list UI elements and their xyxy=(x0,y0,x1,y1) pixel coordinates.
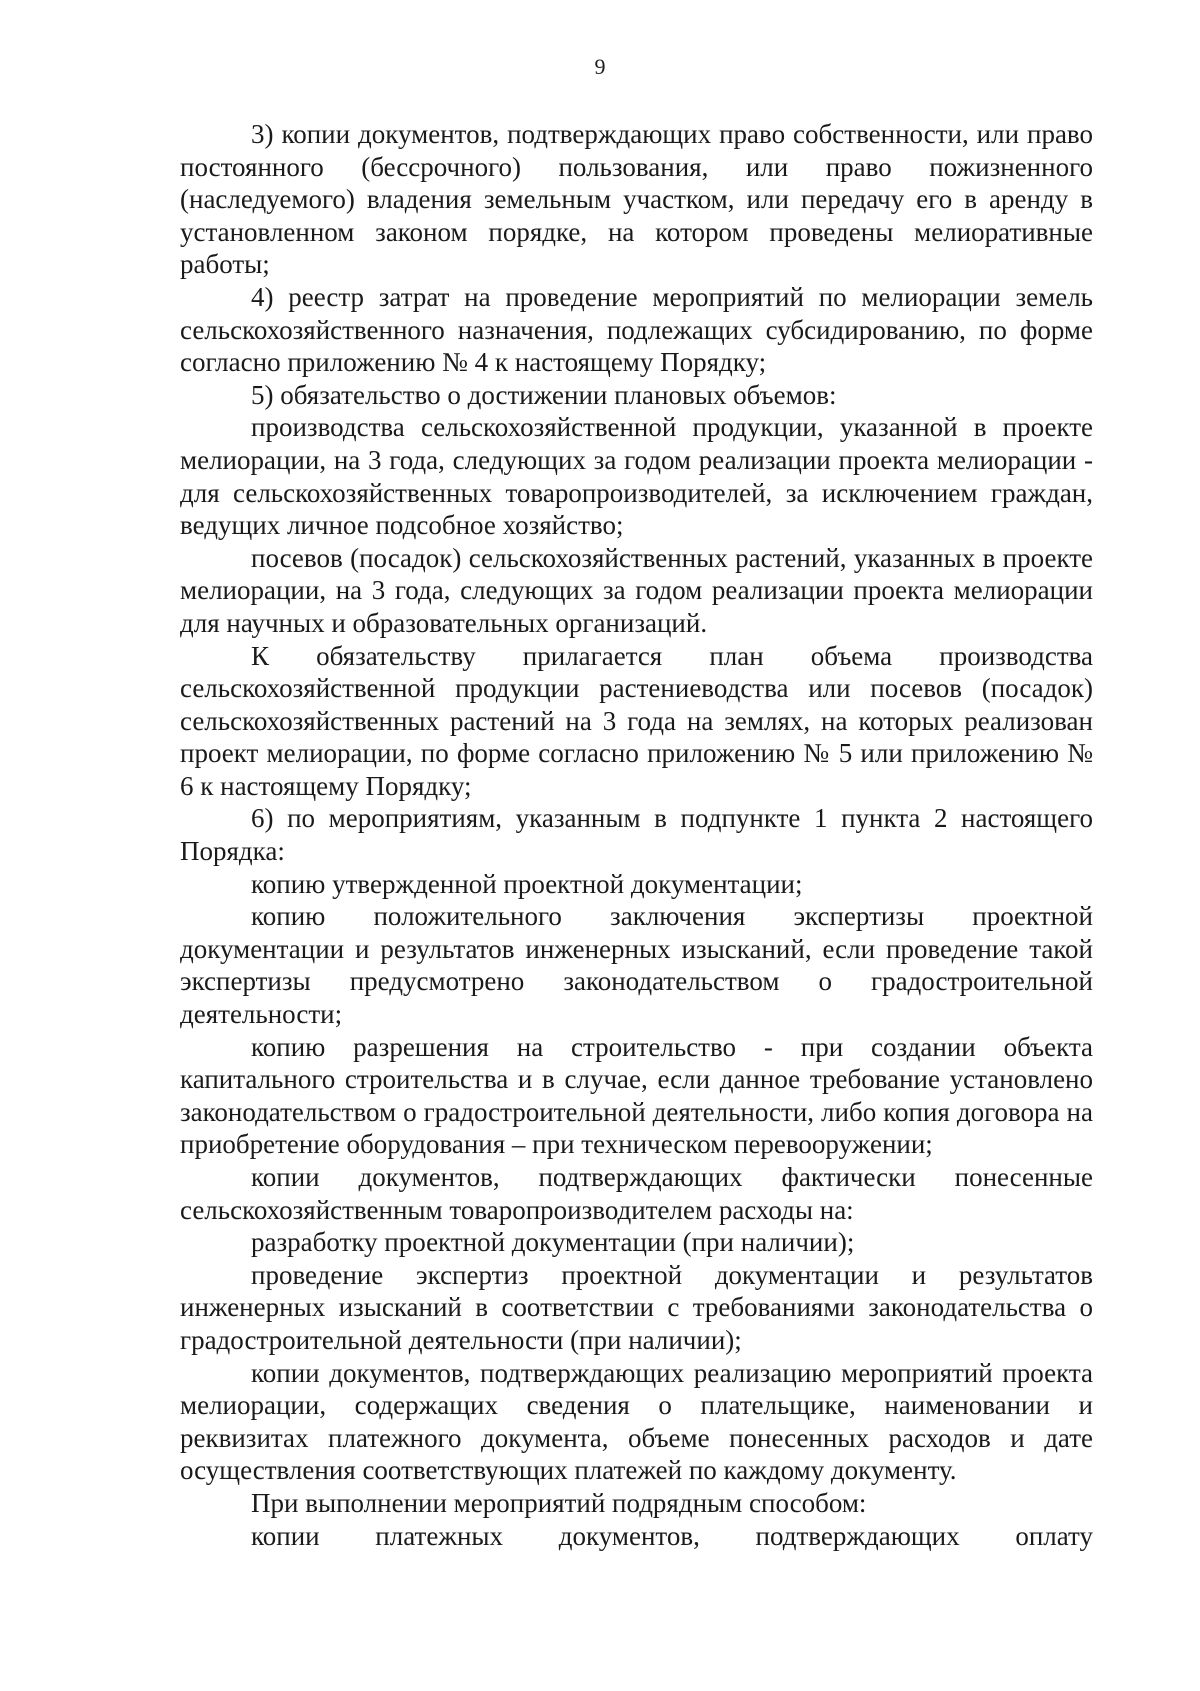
paragraph-implementation-documents: копии документов, подтверждающих реализацию мероприятий проекта мелиорации, содержащих сведения о плательщике, наименовании и реквизитах платежного документа, объеме понесенных расходов и дате осуществления соответствующих платежей по каждому документу. xyxy=(180,1357,1093,1486)
page-number: 9 xyxy=(594,54,606,79)
paragraph-expertise-conduct: проведение экспертиз проектной документации и результатов инженерных изысканий в соответствии с требованиями законодательства о градостроительной деятельности (при наличии); xyxy=(180,1259,1093,1355)
paragraph-crop-plantings: посевов (посадок) сельскохозяйственных растений, указанных в проекте мелиорации, на 3 года, следующих за годом реализации проекта мелиорации для научных и образовательных организаций. xyxy=(180,542,1093,638)
paragraph-item-5: 5) обязательство о достижении плановых объемов: xyxy=(251,379,837,410)
paragraph-project-docs-copy: копию утвержденной проектной документации; xyxy=(251,868,803,899)
paragraph-item-6: 6) по мероприятиям, указанным в подпункте 1 пункта 2 настоящего Порядка: xyxy=(180,803,1093,867)
paragraph-expertise-conclusion: копию положительного заключения экспертизы проектной документации и результатов инженерных изысканий, если проведение такой экспертизы предусмотрено законодательством о градостроительной деятельности; xyxy=(180,901,1093,1030)
paragraph-design-development: разработку проектной документации (при наличии); xyxy=(251,1227,855,1258)
paragraph-construction-permit: копию разрешения на строительство - при создании объекта капитального строительства и в случае, если данное требование установлено законодательством о градостроительной деятельности, либо копия договора на приобретение оборудования – при техническом перевооружении; xyxy=(180,1031,1093,1160)
paragraph-obligation-plan: К обязательству прилагается план объема производства сельскохозяйственной продукции растениеводства или посевов (посадок) сельскохозяйственных растений на 3 года на землях, на которых реализован проект мелиорации, по форме согласно приложению № 5 или приложению № 6 к настоящему Порядку; xyxy=(180,640,1093,801)
paragraph-item-4: 4) реестр затрат на проведение мероприятий по мелиорации земель сельскохозяйственного назначения, подлежащих субсидированию, по форме согласно приложению № 4 к настоящему Порядку; xyxy=(180,281,1093,378)
paragraph-expense-documents: копии документов, подтверждающих фактически понесенные сельскохозяйственным товаропроизводителем расходы на: xyxy=(180,1162,1093,1225)
paragraph-item-3: 3) копии документов, подтверждающих право собственности, или право постоянного (бессрочного) пользования, или право пожизненного (наследуемого) владения земельным участком, или передачу его в аренду в установленном законом порядке, на котором проведены мелиоративные работы; xyxy=(180,119,1093,280)
document-body xyxy=(180,118,1093,1552)
paragraph-payment-documents: копии платежных документов, подтверждающих оплату xyxy=(251,1520,1093,1551)
paragraph-production-volumes: производства сельскохозяйственной продукции, указанной в проекте мелиорации, на 3 года, следующих за годом реализации проекта мелиорации - для сельскохозяйственных товаропроизводителей, за исключением граждан, ведущих личное подсобное хозяйство; xyxy=(180,412,1093,541)
paragraph-contract-method: При выполнении мероприятий подрядным способом: xyxy=(251,1487,867,1518)
